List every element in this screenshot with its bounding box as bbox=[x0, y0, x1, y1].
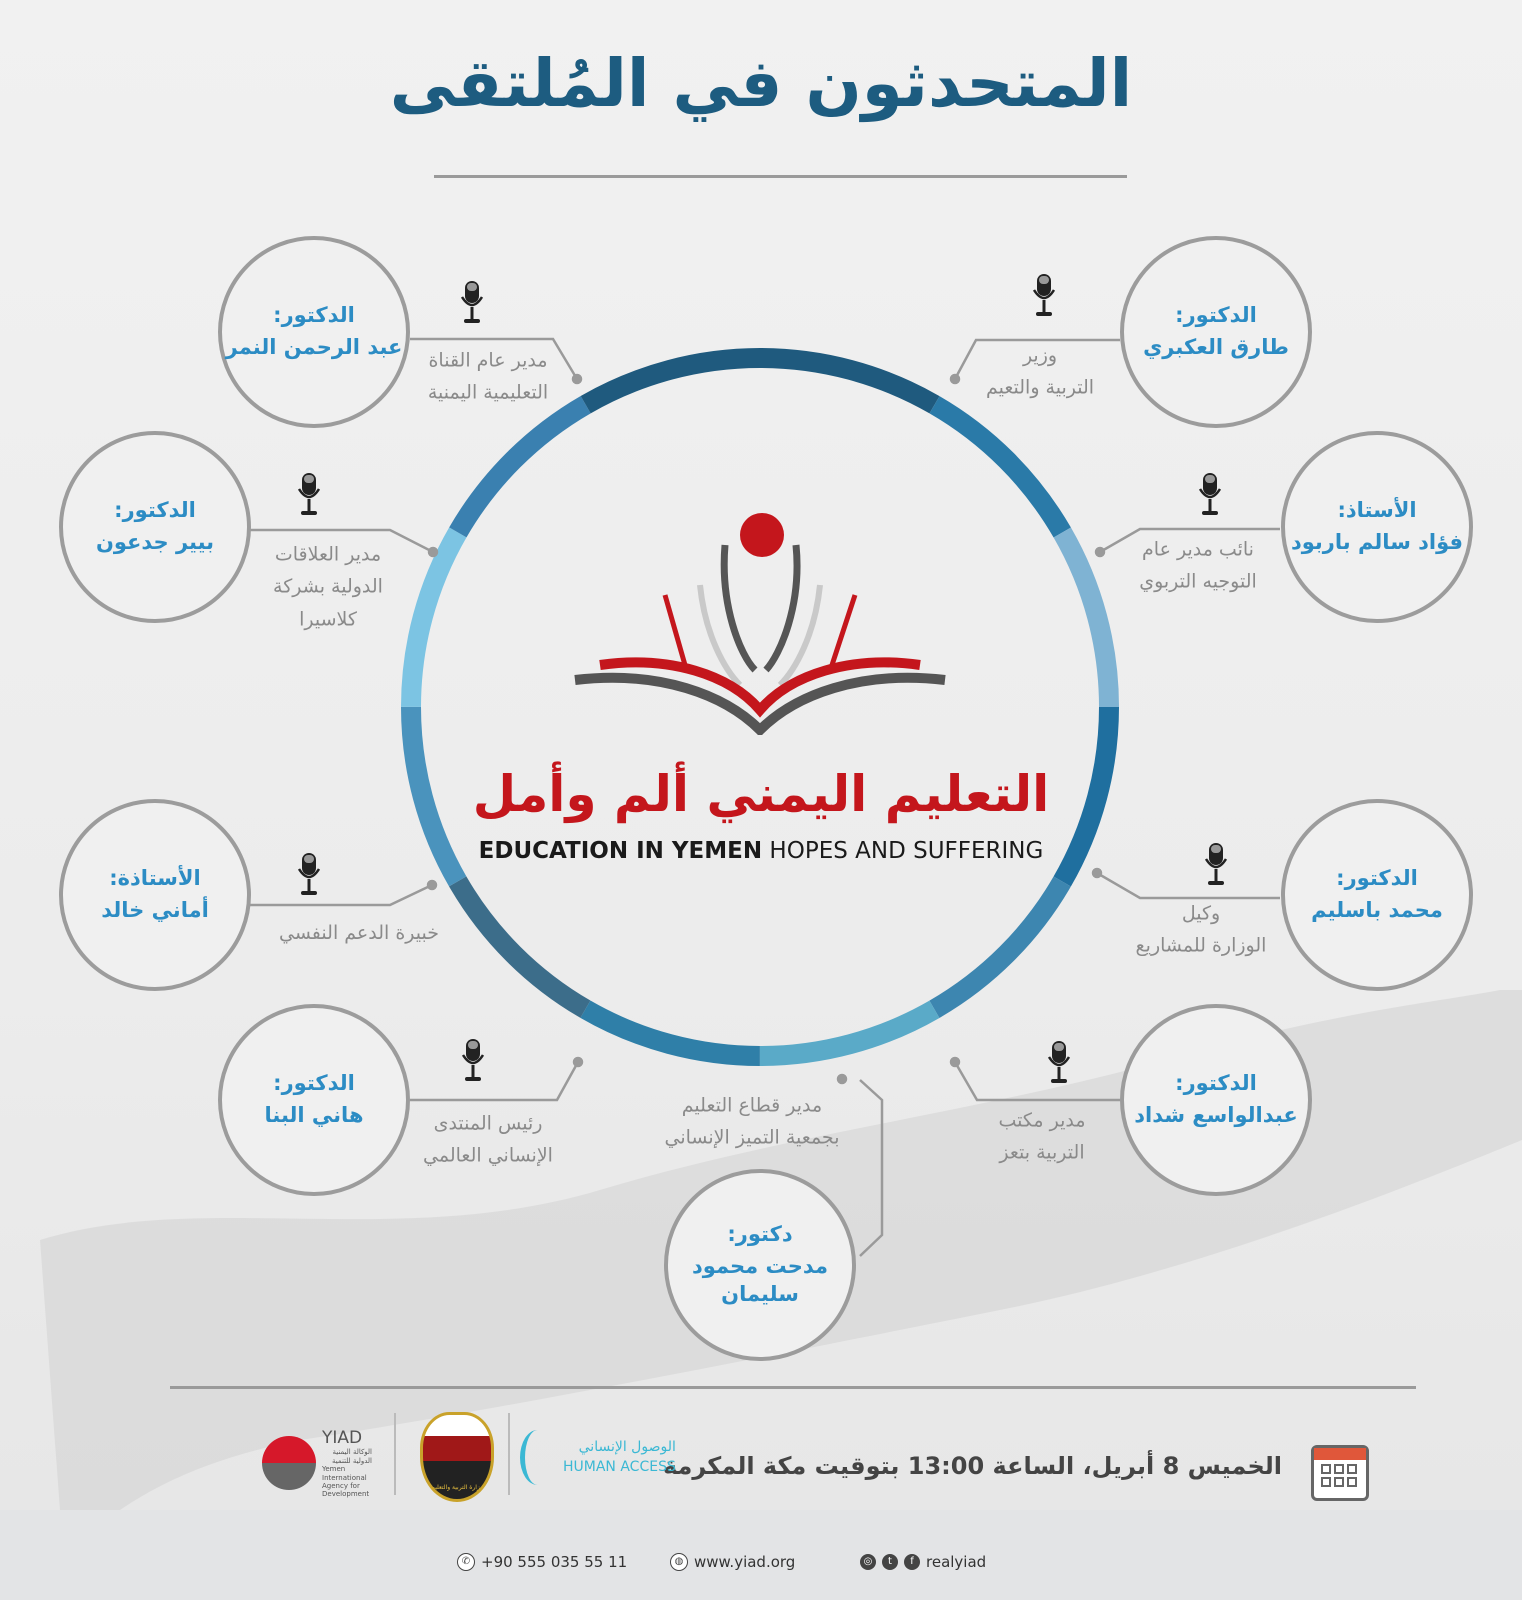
speaker-honorific: الدكتور: bbox=[1336, 865, 1418, 890]
whatsapp-icon: ✆ bbox=[457, 1553, 475, 1571]
speaker-honorific: الأستاذ: bbox=[1337, 497, 1417, 522]
speaker-role bbox=[428, 345, 548, 410]
page-title: المتحدثون في المُلتقى bbox=[389, 45, 1133, 122]
microphone-icon bbox=[296, 471, 322, 519]
microphone-icon bbox=[1197, 471, 1223, 519]
speaker-name: مدحت محمود سليمان bbox=[692, 1253, 828, 1306]
microphone-icon bbox=[1203, 841, 1229, 889]
speaker-card bbox=[1281, 431, 1473, 623]
speaker-honorific: الدكتور: bbox=[273, 302, 355, 327]
instagram-icon[interactable]: ◎ bbox=[860, 1554, 876, 1570]
speaker-honorific: دكتور: bbox=[727, 1221, 793, 1246]
subtitle-rest: HOPES AND SUFFERING bbox=[762, 838, 1044, 864]
role-line: كلاسيرا bbox=[299, 608, 357, 631]
role-line: الإنساني العالمي bbox=[423, 1145, 553, 1167]
role-line: مدير عام القناة bbox=[428, 349, 548, 372]
yiad-icon bbox=[262, 1436, 316, 1490]
speaker-card bbox=[1120, 236, 1312, 428]
speaker-honorific: الدكتور: bbox=[1175, 302, 1257, 327]
speaker-role bbox=[986, 340, 1094, 405]
footer-divider bbox=[170, 1386, 1416, 1389]
role-line: مدير مكتب bbox=[998, 1109, 1086, 1132]
ministry-label: وزارة التربية والتعليم bbox=[431, 1484, 483, 1491]
ministry-emblem bbox=[420, 1412, 494, 1502]
speaker-name: بيير جدعون bbox=[95, 529, 215, 554]
speaker-card bbox=[59, 431, 251, 623]
role-line: مدير العلاقات bbox=[274, 543, 382, 566]
role-line: مدير قطاع التعليم bbox=[681, 1094, 823, 1117]
speaker-name: أماني خالد bbox=[101, 897, 209, 922]
event-logo-title: التعليم اليمني ألم وأمل bbox=[472, 765, 1050, 823]
role-line: التربية والتعيم bbox=[985, 377, 1095, 399]
role-line: رئيس المنتدى bbox=[433, 1112, 543, 1135]
speaker-card bbox=[218, 236, 410, 428]
human-access-ar: الوصول الإنساني bbox=[578, 1438, 676, 1455]
twitter-icon[interactable]: t bbox=[882, 1554, 898, 1570]
speaker-honorific: الدكتور: bbox=[1175, 1070, 1257, 1095]
microphone-icon bbox=[296, 851, 322, 899]
yiad-name: YIAD bbox=[322, 1428, 363, 1448]
speaker-role bbox=[665, 1090, 840, 1155]
calendar-icon bbox=[1311, 1445, 1369, 1501]
speaker-honorific: الدكتور: bbox=[273, 1070, 355, 1095]
phone-contact bbox=[457, 1553, 627, 1571]
book-logo-icon bbox=[570, 505, 950, 735]
role-line: خبيرة الدعم النفسي bbox=[279, 921, 439, 944]
human-access-en: HUMAN ACCESS bbox=[563, 1458, 676, 1475]
website-link[interactable] bbox=[670, 1553, 795, 1571]
microphone-icon bbox=[1046, 1039, 1072, 1087]
speaker-name: عبدالواسع شداد bbox=[1134, 1102, 1298, 1127]
role-line: التوجيه التربوي bbox=[1139, 571, 1257, 593]
yiad-en: Yemen International Agency for Development bbox=[322, 1465, 370, 1499]
separator bbox=[394, 1413, 396, 1495]
microphone-icon bbox=[459, 279, 485, 327]
speaker-name: محمد باسليم bbox=[1311, 897, 1443, 922]
speaker-name: طارق العكبري bbox=[1143, 334, 1289, 359]
role-line: الدولية بشركة bbox=[273, 575, 383, 598]
event-date: الخميس 8 أبريل، الساعة 13:00 بتوقيت مكة المكرمة bbox=[662, 1452, 1282, 1480]
phone-number: +90 555 035 55 11 bbox=[481, 1553, 628, 1571]
speaker-role bbox=[1136, 898, 1267, 963]
social-name: realyiad bbox=[926, 1553, 987, 1571]
role-line: نائب مدير عام bbox=[1142, 538, 1254, 561]
yiad-logo bbox=[262, 1428, 372, 1499]
speaker-card bbox=[664, 1169, 856, 1361]
role-line: بجمعية التميز الإنساني bbox=[664, 1127, 840, 1149]
speaker-card bbox=[1281, 799, 1473, 991]
role-line: وزير bbox=[1022, 344, 1058, 367]
separator bbox=[508, 1413, 510, 1495]
microphone-icon bbox=[460, 1037, 486, 1085]
role-line: التربية بتعز bbox=[999, 1142, 1085, 1164]
human-access-icon bbox=[520, 1430, 555, 1485]
speaker-role bbox=[998, 1105, 1085, 1170]
speaker-name: فؤاد سالم باربود bbox=[1290, 529, 1464, 554]
speaker-card bbox=[218, 1004, 410, 1196]
globe-icon: ◍ bbox=[670, 1553, 688, 1571]
social-handle bbox=[860, 1553, 986, 1571]
speaker-honorific: الدكتور: bbox=[114, 497, 196, 522]
role-line: الوزارة للمشاريع bbox=[1135, 935, 1267, 957]
yiad-ar: الوكالة اليمنية الدولية للتنمية bbox=[332, 1448, 372, 1465]
website-url[interactable]: www.yiad.org bbox=[694, 1553, 796, 1571]
speaker-role bbox=[1139, 534, 1257, 599]
subtitle-bold: EDUCATION IN YEMEN bbox=[478, 838, 763, 864]
speaker-name: عبد الرحمن النمر bbox=[225, 334, 403, 359]
speaker-role bbox=[423, 1108, 553, 1173]
speaker-role bbox=[273, 539, 383, 636]
speaker-card bbox=[1120, 1004, 1312, 1196]
speaker-honorific: الأستاذة: bbox=[109, 865, 201, 890]
microphone-icon bbox=[1031, 272, 1057, 320]
human-access-logo bbox=[520, 1430, 676, 1485]
role-line: التعليمية اليمنية bbox=[427, 382, 549, 404]
speaker-name: هاني البنا bbox=[264, 1102, 364, 1127]
role-line: وكيل bbox=[1181, 902, 1221, 925]
speaker-role bbox=[279, 917, 439, 949]
facebook-icon[interactable]: f bbox=[904, 1554, 920, 1570]
speaker-card bbox=[59, 799, 251, 991]
